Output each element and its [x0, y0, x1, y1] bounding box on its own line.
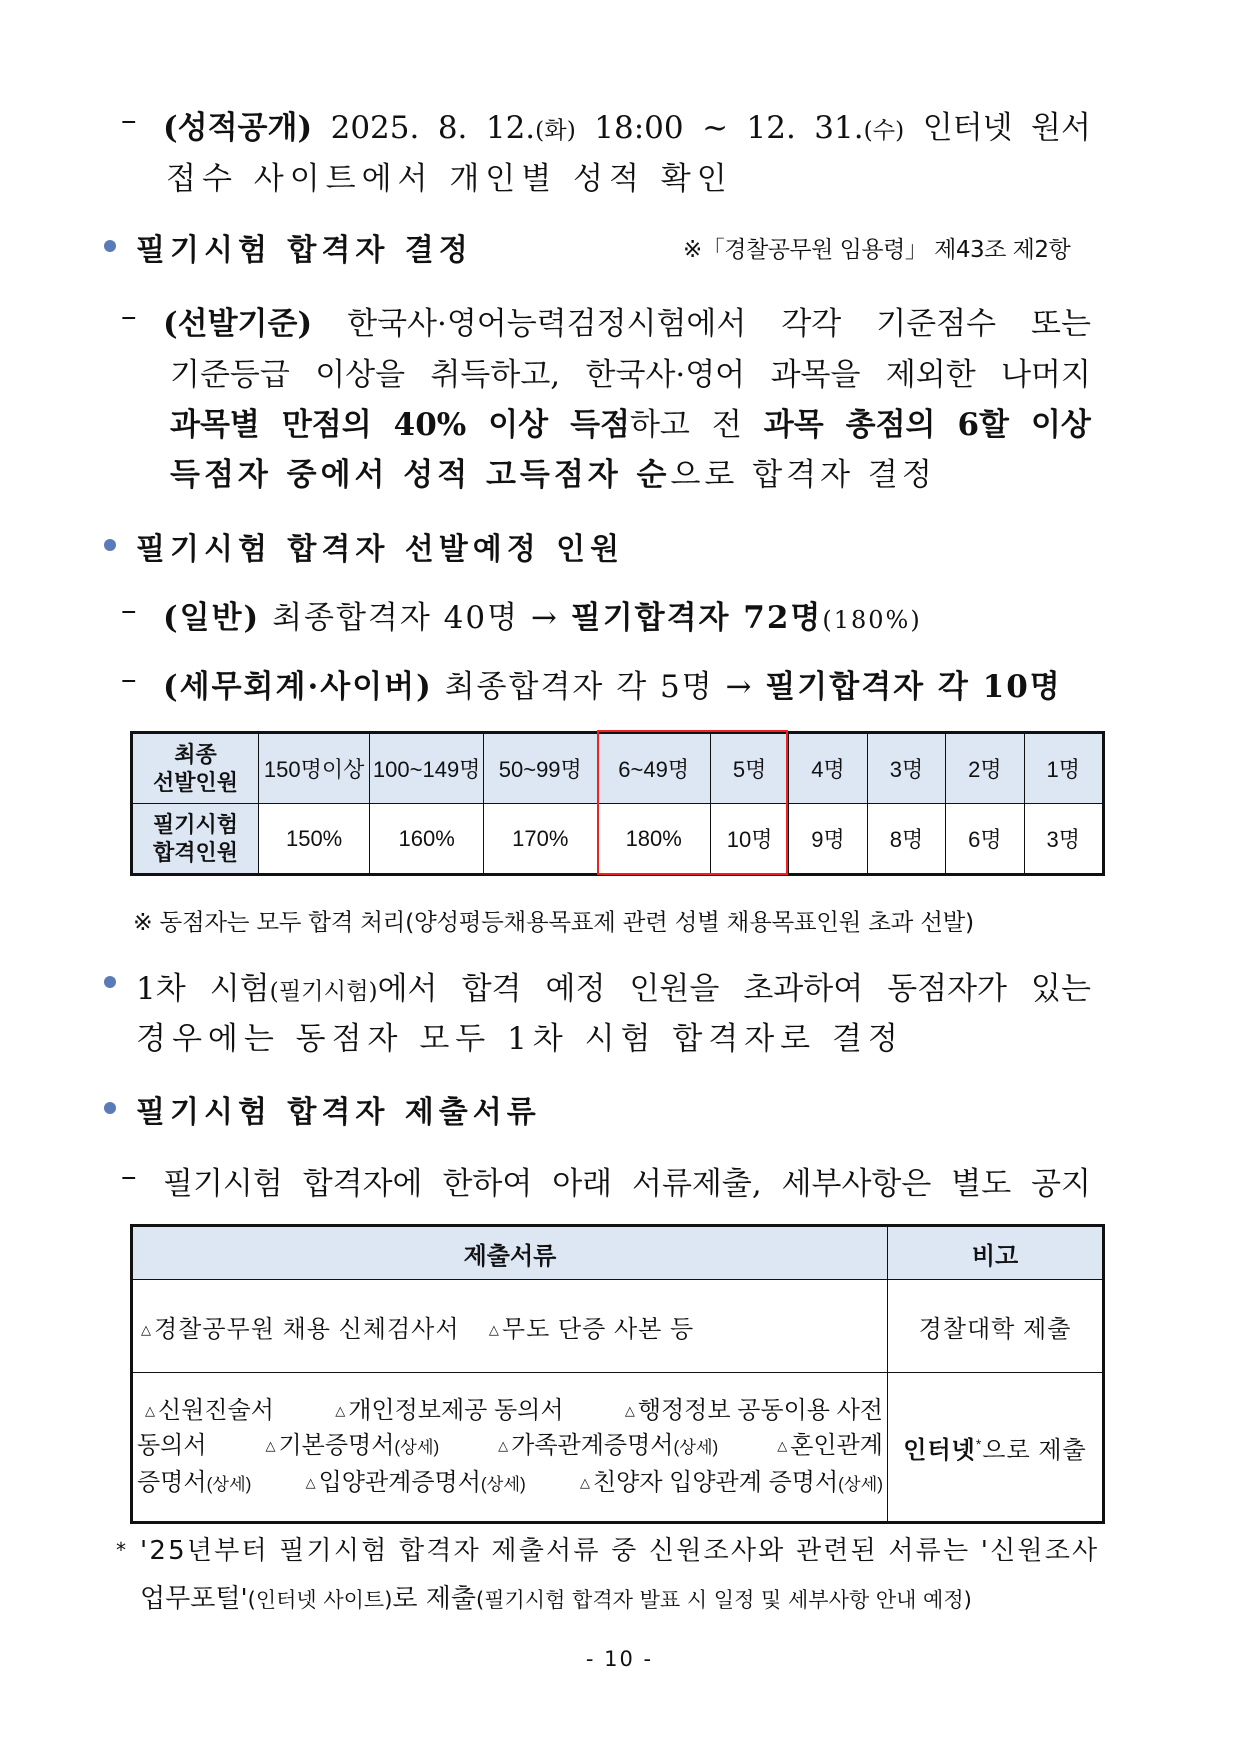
general-bold: 필기합격자 72명	[570, 600, 823, 636]
doc-item: 개인정보제공 동의서	[348, 1396, 564, 1424]
table-row	[132, 804, 1104, 875]
docs-line	[137, 1393, 883, 1428]
doc-item: 입양관계증명서	[318, 1468, 481, 1496]
note-cell	[888, 1373, 1104, 1523]
triangle-icon: △	[498, 1437, 509, 1453]
sec1-dash: –	[121, 102, 137, 138]
table-header-row	[132, 1226, 1104, 1280]
sec2-line2	[170, 349, 1091, 394]
table-cell: 160%	[370, 804, 484, 875]
table-cell: 3명	[1024, 804, 1103, 875]
general-pct: (180%)	[822, 606, 922, 634]
row-header-final: 최종 선발인원	[132, 733, 259, 804]
bullet-icon	[104, 1102, 116, 1114]
footnote-star: *	[116, 1538, 126, 1562]
docs-cell	[132, 1373, 888, 1523]
doc-item: 가족관계증명서	[511, 1431, 674, 1459]
docs-line	[137, 1428, 883, 1465]
note-internet: 인터넷	[903, 1436, 976, 1464]
sec4-line2: 경우에는 동점자 모두 1차 시험 합격자로 결정	[136, 1021, 904, 1057]
word: 각각	[781, 306, 842, 342]
cyber-bold: 필기합격자 각 10명	[765, 669, 1062, 705]
table-row	[132, 1373, 1104, 1523]
table-cell: 8명	[867, 804, 945, 875]
table-cell: 6명	[946, 804, 1024, 875]
doc-item: 동의서	[137, 1431, 207, 1459]
word: 별도	[951, 1166, 1012, 1202]
detail-tag: (상세)	[394, 1436, 440, 1457]
triangle-icon: △	[624, 1402, 635, 1418]
footnote-part: 업무포털'	[140, 1584, 248, 1614]
table-cell: 2명	[946, 733, 1024, 804]
sec5-heading: 필기시험 합격자 제출서류	[136, 1095, 541, 1130]
triangle-icon: △	[335, 1402, 346, 1418]
cyber-label: (세무회계·사이버)	[163, 669, 433, 705]
word: 예정	[545, 971, 606, 1007]
word: 있는	[1031, 971, 1091, 1007]
page-number: - 10 -	[585, 1647, 654, 1671]
word: 과목을	[770, 357, 861, 393]
table-cell: 5명	[710, 733, 788, 804]
sec2-line4	[170, 449, 936, 494]
footnote-part: 로 제출	[392, 1584, 477, 1614]
sec3-general	[163, 592, 922, 637]
note-tie: ※ 동점자는 모두 합격 처리(양성평등채용목표제 관련 성별 채용목표인원 초과 선발)	[133, 908, 974, 936]
word: 취득하고,	[430, 357, 561, 393]
sec1-line2: 접수 사이트에서 개인별 성적 확인	[166, 161, 733, 197]
table-cell: 180%	[597, 804, 710, 875]
word: 12.(화)	[485, 110, 576, 146]
word: 아래	[552, 1166, 613, 1202]
word: 공지	[1031, 1166, 1091, 1202]
doc-item: 무도 단증 사본 등	[501, 1315, 695, 1343]
note-star: *	[975, 1435, 983, 1452]
doc-item: 증명서	[137, 1468, 207, 1496]
triangle-icon: △	[579, 1474, 590, 1490]
word: 이상을	[315, 357, 406, 393]
general-label: (일반)	[163, 600, 261, 636]
documents-table	[130, 1224, 1105, 1524]
word: 필기시험	[163, 1166, 283, 1202]
triangle-icon: △	[305, 1474, 316, 1490]
cyber-text: 최종합격자 각 5명 →	[444, 669, 754, 705]
table-cell: 4명	[789, 733, 867, 804]
sec5-dash: –	[121, 1158, 137, 1194]
doc-item: 신원진술서	[158, 1396, 274, 1424]
word: 제외한	[885, 357, 976, 393]
bullet-icon	[104, 240, 116, 252]
doc-item: 혼인관계	[790, 1431, 883, 1459]
sec2-line4-bold: 득점자 중에서 성적 고득점자 순	[170, 457, 671, 493]
word: 8.	[437, 110, 468, 146]
word: 전	[711, 407, 742, 443]
word: 나머지	[1001, 357, 1091, 393]
row-header-written: 필기시험 합격인원	[132, 804, 259, 875]
word: 한하여	[442, 1166, 533, 1202]
triangle-icon: △	[777, 1437, 788, 1453]
word: 만점의	[281, 407, 372, 443]
word: 6할	[957, 407, 1009, 443]
word: 인터넷	[922, 110, 1013, 146]
sec2-heading: 필기시험 합격자 결정	[136, 233, 473, 268]
footnote-line1: '25년부터 필기시험 합격자 제출서류 중 신원조사와 관련된 서류는 '신원조사	[140, 1536, 1100, 1566]
sec2-line4-rest: 으로 합격자 결정	[670, 457, 936, 493]
word: 한국사·영어능력검정시험에서	[347, 306, 747, 342]
sec2-label: (선발기준)	[163, 306, 313, 342]
doc-item: 기본증명서	[278, 1431, 395, 1459]
word: 이상	[488, 407, 549, 443]
word: 또는	[1031, 306, 1091, 342]
table-cell: 150명이상	[258, 733, 369, 804]
sec2-line3	[170, 399, 1091, 444]
sec1-label: (성적공개)	[163, 110, 313, 146]
sec4-line1	[136, 963, 1091, 1008]
footnote-line2	[140, 1578, 972, 1615]
footnote-part: (필기시험 합격자 발표 시 일정 및 세부사항 안내 예정)	[476, 1588, 972, 1612]
sec3-heading: 필기시험 합격자 선발예정 인원	[136, 532, 625, 567]
footnote-part: (인터넷 사이트)	[247, 1588, 393, 1612]
word: 시험(필기시험)에서	[209, 971, 438, 1007]
word: 12.	[746, 110, 796, 146]
table-cell: 150%	[258, 804, 369, 875]
word: 2025.	[330, 110, 420, 146]
word: 세부사항은	[781, 1166, 932, 1202]
doc-item: 행정정보 공동이용 사전	[637, 1396, 883, 1424]
sec3-dash-general: –	[121, 592, 137, 628]
header-documents: 제출서류	[132, 1226, 888, 1280]
table-cell: 170%	[484, 804, 597, 875]
selection-ratio-table	[130, 731, 1105, 876]
doc-item: 친양자 입양관계 증명서	[592, 1468, 839, 1496]
sec2-line1	[163, 298, 1091, 343]
table-cell: 10명	[710, 804, 788, 875]
doc-item: 경찰공무원 채용 신체검사서	[154, 1315, 460, 1343]
triangle-icon: △	[145, 1402, 155, 1418]
word: 18:00	[594, 110, 684, 146]
docs-line	[137, 1465, 883, 1502]
word: 합격	[461, 971, 522, 1007]
header-note: 비고	[888, 1226, 1104, 1280]
bullet-icon	[104, 976, 116, 988]
word: 1차	[136, 971, 186, 1007]
note-rest: 으로 제출	[982, 1436, 1087, 1464]
word: 31.(수)	[814, 110, 905, 146]
docs-cell	[132, 1280, 888, 1373]
word: 기준등급	[170, 357, 290, 393]
detail-tag: (상세)	[838, 1473, 883, 1494]
sec2-reference: ※「경찰공무원 임용령」 제43조 제2항	[683, 237, 1071, 263]
detail-tag: (상세)	[480, 1473, 526, 1494]
word: 원서	[1031, 110, 1091, 146]
word: 이상	[1030, 407, 1091, 443]
word: 한국사·영어	[585, 357, 746, 393]
detail-tag: (상세)	[206, 1473, 252, 1494]
triangle-icon: △	[141, 1321, 151, 1337]
sec3-dash-cyber: –	[121, 661, 137, 697]
general-text: 최종합격자 40명 →	[272, 600, 559, 636]
detail-tag: (상세)	[673, 1436, 719, 1457]
table-cell: 50~99명	[484, 733, 597, 804]
sec5-line	[163, 1158, 1091, 1203]
note-cell: 경찰대학 제출	[888, 1280, 1104, 1373]
word: 서류제출,	[632, 1166, 762, 1202]
word: 40%	[393, 407, 467, 443]
word: 인원을	[629, 971, 720, 1007]
table-row	[132, 733, 1104, 804]
table-cell: 1명	[1024, 733, 1103, 804]
word: 동점자가	[887, 971, 1007, 1007]
word: 총점의	[845, 407, 936, 443]
triangle-icon: △	[488, 1321, 499, 1337]
sec2-dash: –	[121, 298, 137, 334]
sec3-cyber	[163, 661, 1062, 706]
table-cell: 6~49명	[597, 733, 710, 804]
word: 과목	[763, 407, 824, 443]
sec1-line1	[163, 102, 1091, 147]
word: 기준점수	[876, 306, 997, 342]
table-cell: 3명	[867, 733, 945, 804]
triangle-icon: △	[265, 1437, 276, 1453]
word: ~	[702, 110, 729, 146]
word: 합격자에	[302, 1166, 423, 1202]
bullet-icon	[104, 539, 116, 551]
word: 득점하고	[570, 407, 690, 443]
table-cell: 100~149명	[370, 733, 484, 804]
table-row	[132, 1280, 1104, 1373]
word: 초과하여	[743, 971, 864, 1007]
table-cell: 9명	[789, 804, 867, 875]
word: 과목별	[170, 407, 260, 443]
